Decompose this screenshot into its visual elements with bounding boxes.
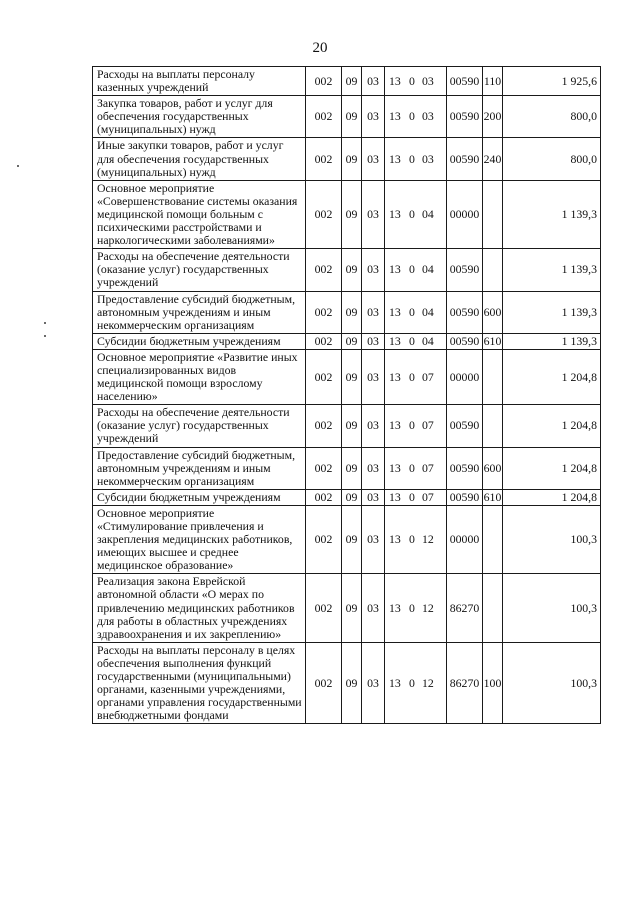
table-row <box>93 405 601 447</box>
program-code <box>385 138 447 180</box>
expense-type-code <box>483 180 503 248</box>
program-code <box>385 349 447 404</box>
program-code <box>385 67 447 96</box>
program-code-part: 13 <box>389 304 401 319</box>
amount: 800,0 <box>503 96 601 138</box>
program-code-part: 0 <box>409 73 415 88</box>
item-name: Предоставление субсидий бюджетным, автономным учреждениям и иным некоммерческим организациям <box>93 291 306 333</box>
table-row <box>93 574 601 642</box>
direction-code: 00590 <box>447 447 483 489</box>
direction-code: 00590 <box>447 333 483 349</box>
program-code-part: 13 <box>389 73 401 88</box>
program-code-part: 0 <box>409 151 415 166</box>
grbs-code: 002 <box>306 180 342 248</box>
program-code-part: 13 <box>389 675 401 690</box>
item-name: Реализация закона Еврейской автономной области «О мерах по привлечению медицинских работников для работы в областных учреждениях здравоохранения и их закреплению» <box>93 574 306 642</box>
direction-code: 00590 <box>447 249 483 291</box>
table-row <box>93 67 601 96</box>
amount: 100,3 <box>503 505 601 573</box>
subsection-code: 03 <box>362 333 385 349</box>
item-name: Иные закупки товаров, работ и услуг для обеспечения государственных (муниципальных) нужд <box>93 138 306 180</box>
program-code <box>385 249 447 291</box>
program-code-part: 13 <box>389 369 401 384</box>
program-code-part: 0 <box>409 369 415 384</box>
amount: 1 139,3 <box>503 333 601 349</box>
program-code-part: 04 <box>422 206 434 221</box>
expense-type-code: 610 <box>483 489 502 504</box>
item-name: Предоставление субсидий бюджетным, автономным учреждениям и иным некоммерческим организациям <box>93 447 306 489</box>
subsection-code: 03 <box>362 349 385 404</box>
grbs-code: 002 <box>306 642 342 724</box>
expense-type-code <box>483 249 503 291</box>
grbs-code: 002 <box>306 291 342 333</box>
direction-code: 00000 <box>447 349 483 404</box>
section-code: 09 <box>342 180 362 248</box>
subsection-code: 03 <box>362 180 385 248</box>
expense-type-code: 100 <box>483 642 503 724</box>
grbs-code: 002 <box>306 489 342 505</box>
program-code <box>385 574 447 642</box>
program-code-part: 12 <box>422 600 434 615</box>
amount: 1 204,8 <box>503 489 601 505</box>
program-code-part: 0 <box>409 600 415 615</box>
grbs-code: 002 <box>306 67 342 96</box>
program-code <box>385 447 447 489</box>
program-code-part: 0 <box>409 333 415 348</box>
table-row <box>93 138 601 180</box>
section-code: 09 <box>342 505 362 573</box>
subsection-code: 03 <box>362 249 385 291</box>
table-row <box>93 489 601 505</box>
margin-mark <box>44 335 46 337</box>
subsection-code: 03 <box>362 489 385 505</box>
program-code <box>385 180 447 248</box>
amount: 1 204,8 <box>503 349 601 404</box>
item-name: Субсидии бюджетным учреждениям <box>93 489 306 505</box>
section-code: 09 <box>342 349 362 404</box>
program-code <box>385 291 447 333</box>
program-code <box>385 489 447 505</box>
grbs-code: 002 <box>306 505 342 573</box>
program-code-part: 04 <box>422 304 434 319</box>
program-code-part: 13 <box>389 109 401 124</box>
table-row <box>93 180 601 248</box>
section-code: 09 <box>342 574 362 642</box>
table-row <box>93 505 601 573</box>
program-code-part: 13 <box>389 489 401 504</box>
program-code-part: 12 <box>422 675 434 690</box>
grbs-code: 002 <box>306 96 342 138</box>
program-code-part: 0 <box>409 206 415 221</box>
item-name: Основное мероприятие «Развитие иных специализированных видов медицинской помощи взрослому населению» <box>93 349 306 404</box>
section-code: 09 <box>342 642 362 724</box>
program-code-part: 13 <box>389 262 401 277</box>
item-name: Расходы на обеспечение деятельности (оказание услуг) государственных учреждений <box>93 249 306 291</box>
direction-code: 00590 <box>447 291 483 333</box>
amount: 800,0 <box>503 138 601 180</box>
grbs-code: 002 <box>306 349 342 404</box>
program-code-part: 03 <box>422 73 434 88</box>
item-name: Закупка товаров, работ и услуг для обеспечения государственных (муниципальных) нужд <box>93 96 306 138</box>
grbs-code: 002 <box>306 447 342 489</box>
item-name: Основное мероприятие «Стимулирование привлечения и закрепления медицинских работников, имеющих высшее и среднее медицинское образование» <box>93 505 306 573</box>
grbs-code: 002 <box>306 249 342 291</box>
item-name: Расходы на выплаты персоналу казенных учреждений <box>93 67 306 96</box>
program-code-part: 03 <box>422 109 434 124</box>
expense-type-code: 600 <box>483 447 503 489</box>
subsection-code: 03 <box>362 447 385 489</box>
direction-code: 00590 <box>447 489 483 505</box>
subsection-code: 03 <box>362 505 385 573</box>
program-code-part: 0 <box>409 489 415 504</box>
expense-type-code: 200 <box>483 96 503 138</box>
margin-mark <box>17 165 19 167</box>
section-code: 09 <box>342 96 362 138</box>
amount: 1 204,8 <box>503 447 601 489</box>
grbs-code: 002 <box>306 333 342 349</box>
section-code: 09 <box>342 138 362 180</box>
subsection-code: 03 <box>362 405 385 447</box>
margin-mark <box>44 322 46 324</box>
program-code <box>385 333 447 349</box>
amount: 100,3 <box>503 574 601 642</box>
program-code-part: 03 <box>422 151 434 166</box>
amount: 1 139,3 <box>503 291 601 333</box>
table-row <box>93 349 601 404</box>
program-code-part: 0 <box>409 675 415 690</box>
grbs-code: 002 <box>306 405 342 447</box>
program-code-part: 13 <box>389 206 401 221</box>
program-code-part: 0 <box>409 262 415 277</box>
table-body <box>93 67 601 724</box>
table-row <box>93 291 601 333</box>
program-code <box>385 505 447 573</box>
program-code <box>385 405 447 447</box>
amount: 1 139,3 <box>503 249 601 291</box>
program-code-part: 0 <box>409 304 415 319</box>
expense-type-code: 610 <box>483 333 502 348</box>
program-code-part: 13 <box>389 333 401 348</box>
item-name: Основное мероприятие «Совершенствование системы оказания медицинской помощи больным с психическими расстройствами и наркологическими заболеваниями» <box>93 180 306 248</box>
direction-code: 00000 <box>447 505 483 573</box>
section-code: 09 <box>342 249 362 291</box>
amount: 100,3 <box>503 642 601 724</box>
expense-type-code <box>483 405 503 447</box>
program-code-part: 04 <box>422 333 434 348</box>
expense-type-code: 110 <box>483 67 503 96</box>
direction-code: 00590 <box>447 96 483 138</box>
subsection-code: 03 <box>362 574 385 642</box>
expense-type-code <box>483 574 503 642</box>
program-code-part: 13 <box>389 460 401 475</box>
grbs-code: 002 <box>306 138 342 180</box>
program-code-part: 07 <box>422 460 434 475</box>
program-code-part: 12 <box>422 532 434 547</box>
item-name: Расходы на обеспечение деятельности (оказание услуг) государственных учреждений <box>93 405 306 447</box>
subsection-code: 03 <box>362 291 385 333</box>
table-row <box>93 249 601 291</box>
section-code: 09 <box>342 405 362 447</box>
subsection-code: 03 <box>362 67 385 96</box>
item-name: Субсидии бюджетным учреждениям <box>93 333 306 349</box>
budget-table <box>92 66 601 724</box>
section-code: 09 <box>342 333 362 349</box>
program-code-part: 13 <box>389 418 401 433</box>
table-row <box>93 447 601 489</box>
table-row <box>93 642 601 724</box>
program-code-part: 07 <box>422 369 434 384</box>
subsection-code: 03 <box>362 138 385 180</box>
direction-code: 86270 <box>447 642 483 724</box>
program-code-part: 0 <box>409 418 415 433</box>
program-code-part: 0 <box>409 109 415 124</box>
program-code-part: 13 <box>389 151 401 166</box>
expense-type-code <box>483 349 503 404</box>
direction-code: 00000 <box>447 180 483 248</box>
amount: 1 139,3 <box>503 180 601 248</box>
program-code-part: 13 <box>389 532 401 547</box>
section-code: 09 <box>342 489 362 505</box>
program-code-part: 04 <box>422 262 434 277</box>
program-code-part: 0 <box>409 532 415 547</box>
section-code: 09 <box>342 447 362 489</box>
table-row <box>93 96 601 138</box>
page-number: 20 <box>312 40 328 56</box>
amount: 1 204,8 <box>503 405 601 447</box>
subsection-code: 03 <box>362 642 385 724</box>
section-code: 09 <box>342 67 362 96</box>
section-code: 09 <box>342 291 362 333</box>
direction-code: 86270 <box>447 574 483 642</box>
program-code-part: 13 <box>389 600 401 615</box>
program-code-part: 0 <box>409 460 415 475</box>
program-code-part: 07 <box>422 489 434 504</box>
subsection-code: 03 <box>362 96 385 138</box>
direction-code: 00590 <box>447 138 483 180</box>
program-code <box>385 96 447 138</box>
program-code <box>385 642 447 724</box>
table-row <box>93 333 601 349</box>
expense-type-code: 240 <box>483 138 503 180</box>
grbs-code: 002 <box>306 574 342 642</box>
amount: 1 925,6 <box>503 67 601 96</box>
direction-code: 00590 <box>447 67 483 96</box>
item-name: Расходы на выплаты персоналу в целях обеспечения выполнения функций государственными (муниципальными) органами, казенными учреждениями, органами управления государственными внебюджетными фондами <box>93 642 306 724</box>
expense-type-code <box>483 505 503 573</box>
expense-type-code: 600 <box>483 291 503 333</box>
program-code-part: 07 <box>422 418 434 433</box>
direction-code: 00590 <box>447 405 483 447</box>
